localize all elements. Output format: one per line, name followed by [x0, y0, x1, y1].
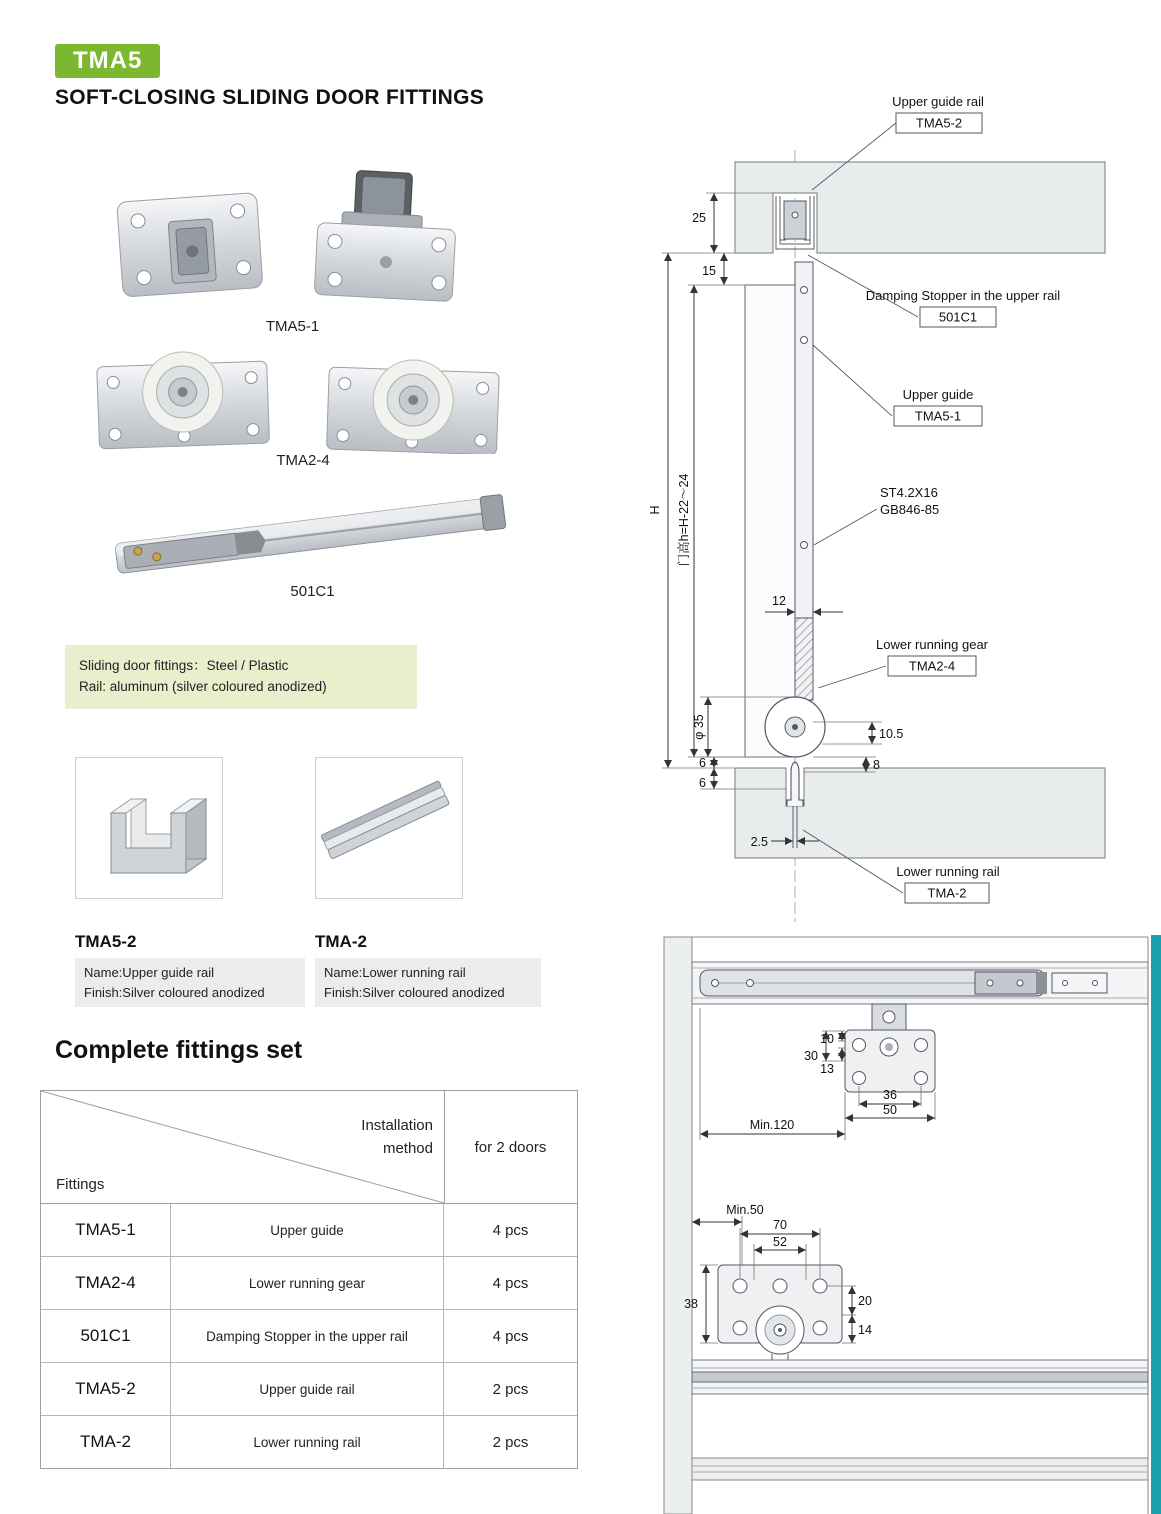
- dim-30: 30: [804, 1049, 818, 1063]
- tma2-4-label: TMA2-4: [276, 452, 330, 469]
- lower-rail-profile: [787, 762, 803, 806]
- tma-2-finish: Finish:Silver coloured anodized: [324, 984, 505, 1000]
- callout-code-tma2-4: TMA2-4: [908, 658, 956, 674]
- dim-8: 8: [873, 758, 880, 772]
- door-panel: [745, 285, 795, 757]
- mounting-strip: [795, 262, 813, 618]
- callout-upper-guide: Upper guide: [902, 387, 974, 402]
- dim-H: H: [648, 505, 662, 515]
- table-row: [41, 1416, 577, 1468]
- row-qty: 4 pcs: [492, 1221, 529, 1239]
- accent-stripe: [1151, 935, 1161, 1514]
- damping-stopper-body: [115, 494, 506, 575]
- row-qty: 4 pcs: [492, 1327, 529, 1345]
- callout-code-tma5-1: TMA5-1: [914, 408, 962, 424]
- dim-38: 38: [684, 1297, 698, 1311]
- product-series-badge: TMA5: [55, 44, 160, 78]
- row-method: Lower running rail: [171, 1416, 444, 1468]
- tma2-4-photo: [88, 342, 518, 454]
- callout-code-tma-2: TMA-2: [927, 885, 967, 901]
- upper-guide-part-right: [314, 169, 458, 302]
- tma5-2-finish: Finish:Silver coloured anodized: [84, 984, 265, 1000]
- dim-15: 15: [702, 264, 716, 278]
- col-header-qty: for 2 doors: [444, 1091, 576, 1203]
- material-info-line2: Rail: aluminum (silver coloured anodized): [79, 678, 327, 694]
- dim-door-height: 门高h=H-22～24: [677, 473, 691, 567]
- tma-2-photo-frame: [315, 757, 463, 899]
- installation-plan-diagram: [655, 930, 1155, 1514]
- callout-upper-guide-rail: Upper guide rail: [892, 94, 984, 109]
- side-wall: [664, 937, 692, 1514]
- material-info-box: [65, 645, 417, 709]
- row-method: Upper guide rail: [171, 1363, 444, 1415]
- dim-50: 50: [883, 1103, 897, 1117]
- callout-lower-running-gear: Lower running gear: [875, 637, 989, 652]
- dim-20: 20: [858, 1294, 872, 1308]
- row-qty: 2 pcs: [492, 1433, 529, 1451]
- table-row: [41, 1310, 577, 1363]
- table-row: [41, 1257, 577, 1310]
- dim-14: 14: [858, 1323, 872, 1337]
- tma-2-heading: TMA-2: [315, 932, 367, 951]
- page-title: SOFT-CLOSING SLIDING DOOR FITTINGS: [55, 86, 485, 109]
- tma5-2-meta: [75, 958, 305, 1007]
- row-method: Lower running gear: [171, 1257, 444, 1309]
- row-code: TMA-2: [41, 1416, 171, 1468]
- dim-36: 36: [883, 1088, 897, 1102]
- lower-gear-right: [326, 357, 499, 454]
- upper-rail-profile-drawing: [76, 758, 222, 898]
- tma5-2-heading: TMA5-2: [75, 932, 137, 951]
- tma-2-meta: [315, 958, 541, 1007]
- dim-12: 12: [772, 594, 786, 608]
- dim-6a: 6: [699, 756, 706, 770]
- gear-mount-hatched: [795, 618, 813, 700]
- dim-6b: 6: [699, 776, 706, 790]
- row-method: Damping Stopper in the upper rail: [171, 1310, 444, 1362]
- lower-rail-profile-drawing: [316, 758, 462, 898]
- dim-phi35: φ 35: [692, 714, 706, 740]
- fittings-table-header: [41, 1091, 577, 1204]
- tma5-1-photo: [95, 162, 490, 312]
- lower-gear-left: [96, 349, 269, 449]
- dim-10: 10: [820, 1032, 834, 1046]
- row-code: TMA2-4: [41, 1257, 171, 1309]
- col-header-fittings: Fittings: [56, 1176, 105, 1193]
- dim-52: 52: [773, 1235, 787, 1249]
- row-method: Upper guide: [171, 1204, 444, 1256]
- fittings-table: [40, 1090, 578, 1469]
- table-row: [41, 1204, 577, 1257]
- tma5-2-photo-frame: [75, 757, 223, 899]
- dim-min120: Min.120: [749, 1118, 795, 1132]
- dim-2-5: 2.5: [750, 835, 768, 849]
- damper-in-rail: [784, 201, 806, 239]
- bottom-panel-edge: [692, 1458, 1148, 1480]
- callout-code-501c1: 501C1: [938, 309, 978, 325]
- tma5-1-label: TMA5-1: [265, 318, 320, 335]
- dim-10-5: 10.5: [879, 727, 904, 741]
- row-code: 501C1: [41, 1310, 171, 1362]
- dim-13: 13: [820, 1062, 834, 1076]
- tma5-2-name: Name:Upper guide rail: [84, 965, 215, 980]
- row-qty: 2 pcs: [492, 1380, 529, 1398]
- callout-lower-running-rail: Lower running rail: [896, 864, 1000, 879]
- row-code: TMA5-1: [41, 1204, 171, 1256]
- fittings-set-heading: Complete fittings set: [55, 1036, 303, 1064]
- dim-25: 25: [692, 211, 706, 225]
- 501c1-label: 501C1: [290, 583, 335, 600]
- row-qty: 4 pcs: [492, 1274, 529, 1292]
- installation-section-diagram: [635, 85, 1125, 930]
- tma-2-name: Name:Lower running rail: [324, 965, 466, 980]
- callout-damping-stopper: Damping Stopper in the upper rail: [865, 288, 1061, 303]
- screw-spec-line1: ST4.2X16: [880, 485, 938, 500]
- dim-70: 70: [773, 1218, 787, 1232]
- table-row: [41, 1363, 577, 1416]
- screw-spec-line2: GB846-85: [880, 502, 940, 517]
- upper-guide-part-left: [117, 193, 263, 298]
- row-code: TMA5-2: [41, 1363, 171, 1415]
- 501c1-photo: [85, 468, 540, 590]
- material-info-line1: Sliding door fittings：Steel / Plastic: [79, 658, 289, 673]
- callout-code-tma5-2: TMA5-2: [915, 115, 963, 131]
- dim-min50: Min.50: [726, 1203, 764, 1217]
- col-header-installation-method: Installation method: [361, 1117, 433, 1157]
